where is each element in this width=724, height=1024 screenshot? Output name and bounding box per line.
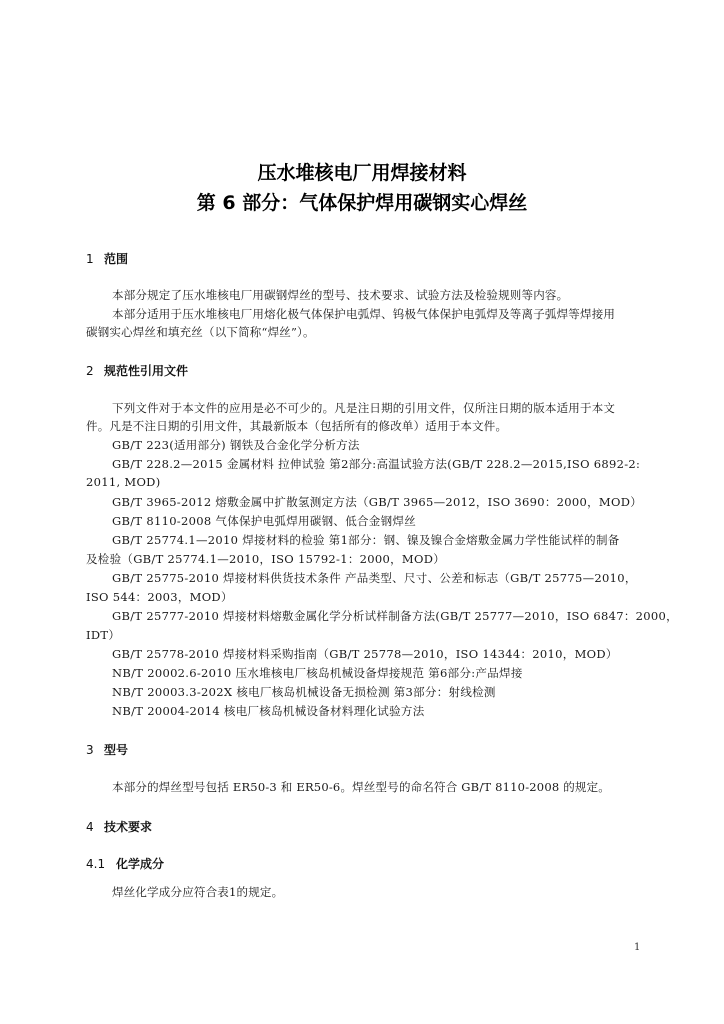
chemical-composition-paragraph: 焊丝化学成分应符合表1的规定。 bbox=[112, 885, 284, 899]
reference-line: ISO 544：2003，MOD） bbox=[86, 590, 233, 604]
section-title: 技术要求 bbox=[104, 820, 153, 834]
reference-line: 2011, MOD) bbox=[86, 475, 161, 489]
subsection-heading-chemical-composition bbox=[86, 855, 164, 872]
section-heading-normative bbox=[86, 362, 188, 379]
reference-line: NB/T 20003.3-202X 核电厂核岛机械设备无损检测 第3部分：射线检测 bbox=[112, 685, 496, 699]
section-heading-technical-requirements bbox=[86, 818, 152, 835]
title-line-1: 压水堆核电厂用焊接材料 bbox=[257, 162, 467, 184]
reference-line: GB/T 8110-2008 气体保护电弧焊用碳钢、低合金钢焊丝 bbox=[112, 514, 417, 528]
reference-line: GB/T 25778-2010 焊接材料采购指南（GB/T 25778—2010，ISO 14344：2010，MOD） bbox=[112, 647, 618, 661]
scope-paragraph-1: 本部分规定了压水堆核电厂用碳钢焊丝的型号、技术要求、试验方法及检验规则等内容。 bbox=[112, 288, 569, 302]
section-number: 2 bbox=[86, 364, 94, 378]
section-title: 规范性引用文件 bbox=[104, 364, 189, 378]
subsection-number: 4.1 bbox=[86, 857, 106, 871]
section-title: 范围 bbox=[104, 252, 129, 266]
scope-paragraph-2-line-2: 碳钢实心焊丝和填充丝（以下简称“焊丝”）。 bbox=[86, 325, 315, 339]
reference-line: NB/T 20002.6-2010 压水堆核电厂核岛机械设备焊接规范 第6部分:产品焊接 bbox=[112, 666, 523, 680]
scope-paragraph-2-line-1: 本部分适用于压水堆核电厂用熔化极气体保护电弧焊、钨极气体保护电弧焊及等离子弧焊等焊接用 bbox=[112, 307, 616, 321]
title-line-2: 第 6 部分：气体保护焊用碳钢实心焊丝 bbox=[196, 192, 528, 214]
reference-line: GB/T 25777-2010 焊接材料熔敷金属化学分析试样制备方法(GB/T 25777—2010，ISO 6847：2000， bbox=[112, 609, 678, 623]
section-number: 1 bbox=[86, 252, 94, 266]
reference-line: IDT） bbox=[86, 628, 121, 642]
section-number: 4 bbox=[86, 820, 94, 834]
reference-line: GB/T 223(适用部分) 钢铁及合金化学分析方法 bbox=[112, 438, 360, 452]
reference-line: GB/T 3965-2012 熔敷金属中扩散氢测定方法（GB/T 3965—2012，ISO 3690：2000，MOD） bbox=[112, 495, 643, 509]
normative-intro-line-2: 件。凡是不注日期的引用文件，其最新版本（包括所有的修改单）适用于本文件。 bbox=[86, 419, 508, 433]
reference-line: NB/T 20004-2014 核电厂核岛机械设备材料理化试验方法 bbox=[112, 704, 425, 718]
reference-line: GB/T 25774.1—2010 焊接材料的检验 第1部分：钢、镍及镍合金熔敷金属力学性能试样的制备 bbox=[112, 533, 620, 547]
section-number: 3 bbox=[86, 743, 94, 757]
reference-line: 及检验（GB/T 25774.1—2010，ISO 15792-1：2000，MOD） bbox=[86, 552, 446, 566]
section-title: 型号 bbox=[104, 743, 129, 757]
section-heading-scope bbox=[86, 250, 128, 267]
page-number: 1 bbox=[634, 942, 641, 953]
normative-intro-line-1: 下列文件对于本文件的应用是必不可少的。凡是注日期的引用文件，仅所注日期的版本适用于本文 bbox=[112, 401, 616, 415]
reference-line: GB/T 228.2—2015 金属材料 拉伸试验 第2部分:高温试验方法(GB/T 228.2—2015,ISO 6892-2: bbox=[112, 457, 641, 471]
subsection-title: 化学成分 bbox=[116, 857, 165, 871]
model-paragraph: 本部分的焊丝型号包括 ER50-3 和 ER50-6。焊丝型号的命名符合 GB/T 8110-2008 的规定。 bbox=[112, 780, 611, 794]
section-heading-model bbox=[86, 741, 128, 758]
reference-line: GB/T 25775-2010 焊接材料供货技术条件 产品类型、尺寸、公差和标志（GB/T 25775—2010， bbox=[112, 571, 637, 585]
